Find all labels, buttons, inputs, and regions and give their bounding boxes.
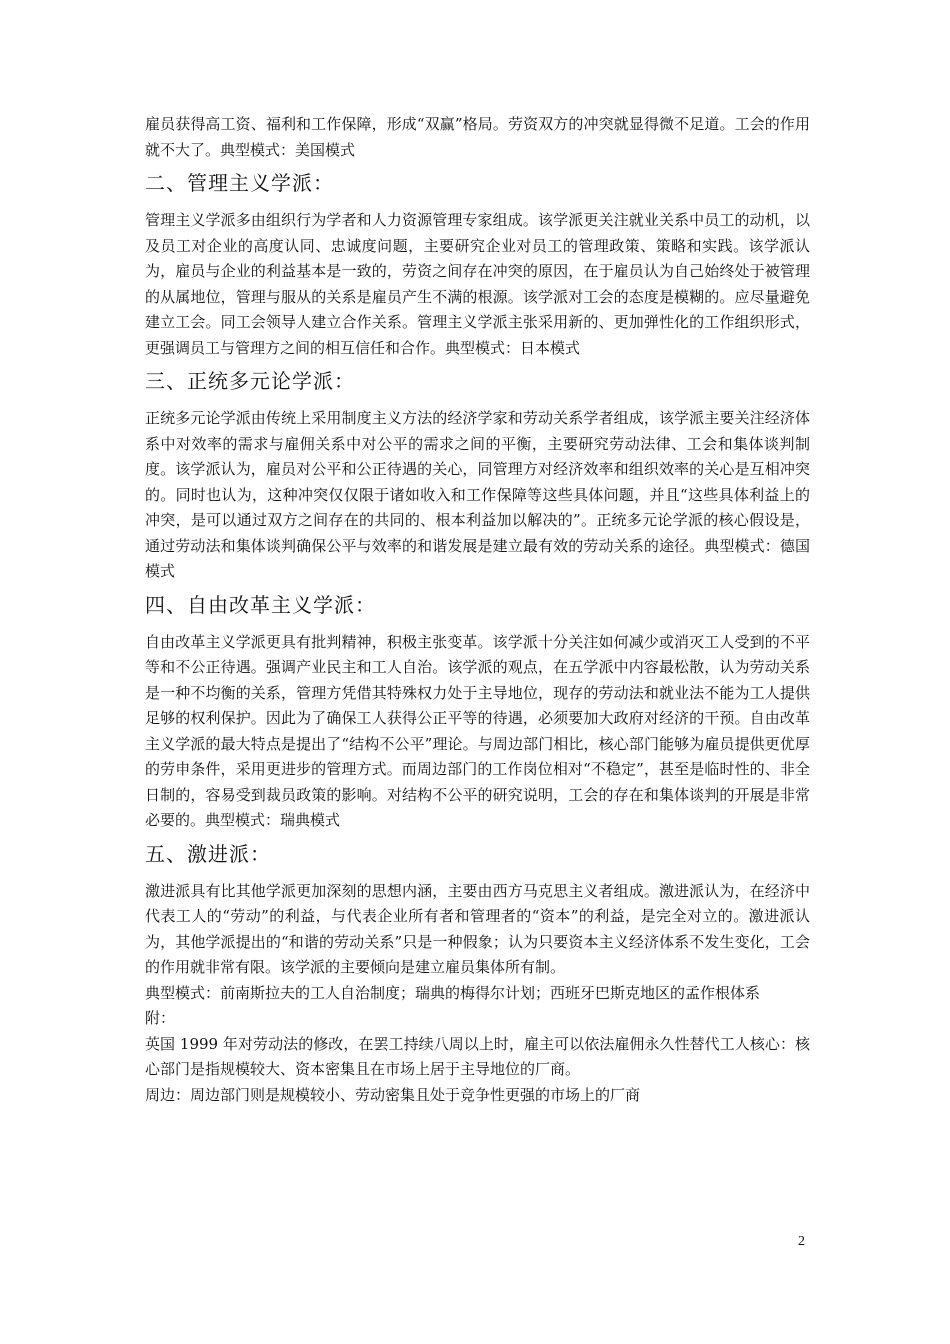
section-heading-pluralist: 三、正统多元论学派： bbox=[145, 369, 355, 393]
section-heading-management: 二、管理主义学派： bbox=[145, 171, 334, 195]
section-heading-liberal-reform: 四、自由改革主义学派： bbox=[145, 592, 376, 617]
appendix-label: 附： bbox=[145, 1009, 176, 1027]
typical-model-paragraph: 典型模式：前南斯拉夫的工人自治制度；瑞典的梅得尔计划；西班牙巴斯克地区的孟作根体系 bbox=[145, 983, 761, 1002]
appendix-paragraph: 周边：周边部门则是规模较小、劳动密集且处于竞争性更强的市场上的厂商 bbox=[145, 1085, 641, 1104]
section-paragraph: 自由改革主义学派更具有批判精神，积极主张变革。该学派十分关注如何减少或消灭工人受到的不平等和不公正待遇。强调产业民主和工人自治。该学派的观点，在五学派中内容最松散，认为劳动关系是一种不均衡的关系，管理方凭借其特殊权力处于主导地位，现存的劳动法和就业法不能为工人提供足够的权利保护。因此为了确保工人获得公正平等的待遇，必须要加大政府对经济的干预。自由改革主义学派的最大特点是提出了“结构不公平”理论。与周边部门相比，核心部门能够为雇员提供更优厚的劳申条件，采用更进步的管理方式。而周边部门的工作岗位相对“不稳定”，甚至是临时性的、非全日制的，容易受到裁员政策的影响。对结构不公平的研究说明，工会的存在和集体谈判的开展是非常必要的。典型模式：瑞典模式 bbox=[145, 632, 810, 829]
section-paragraph: 正统多元论学派由传统上采用制度主义方法的经济学家和劳动关系学者组成，该学派主要关注经济体系中对效率的需求与雇佣关系中对公平的需求之间的平衡，主要研究劳动法律、工会和集体谈判制度。该学派认为，雇员对公平和公正待遇的关心，同管理方对经济效率和组织效率的关心是互相冲突的。同时也认为，这种冲突仅仅限于诸如收入和工作保障等这些具体问题，并且“这些具体利益上的冲突，是可以通过双方之间存在的共同的、根本利益加以解决的”。正统多元论学派的核心假设是，通过劳动法和集体谈判确保公平与效率的和谐发展是建立最有效的劳动关系的途径。典型模式：德国模式 bbox=[145, 409, 810, 580]
document-page bbox=[145, 112, 810, 1108]
appendix-paragraph: 英国 1999 年对劳动法的修改，在罢工持续八周以上时，雇主可以依法雇佣永久性替代工人核心：核心部门是指规模较大、资本密集且在市场上居于主导地位的厂商。 bbox=[145, 1034, 810, 1078]
section-paragraph: 管理主义学派多由组织行为学者和人力资源管理专家组成。该学派更关注就业关系中员工的动机，以及员工对企业的高度认同、忠诚度问题，主要研究企业对员工的管理政策、策略和实践。该学派认为，雇员与企业的利益基本是一致的，劳资之间存在冲突的原因，在于雇员认为自己始终处于被管理的从属地位，管理与服从的关系是雇员产生不满的根源。该学派对工会的态度是模糊的。应尽量避免建立工会。同工会领导人建立合作关系。管理主义学派主张采用新的、更加弹性化的工作组织形式，更强调员工与管理方之间的相互信任和合作。典型模式：日本模式 bbox=[145, 211, 810, 357]
intro-paragraph: 雇员获得高工资、福利和工作保障，形成“双赢”格局。劳资双方的冲突就显得微不足道。工会的作用就不大了。典型模式：美国模式 bbox=[145, 115, 810, 159]
page-number: 2 bbox=[798, 1234, 805, 1249]
section-paragraph: 激进派具有比其他学派更加深刻的思想内涵，主要由西方马克思主义者组成。激进派认为，在经济中代表工人的“劳动”的利益，与代表企业所有者和管理者的“资本”的利益，是完全对立的。激进派认为，其他学派提出的“和谐的劳动关系”只是一种假象；认为只要资本主义经济体系不发生变化，工会的作用就非常有限。该学派的主要倾向是建立雇员集体所有制。 bbox=[145, 881, 810, 976]
section-heading-radical: 五、激进派： bbox=[145, 841, 271, 866]
